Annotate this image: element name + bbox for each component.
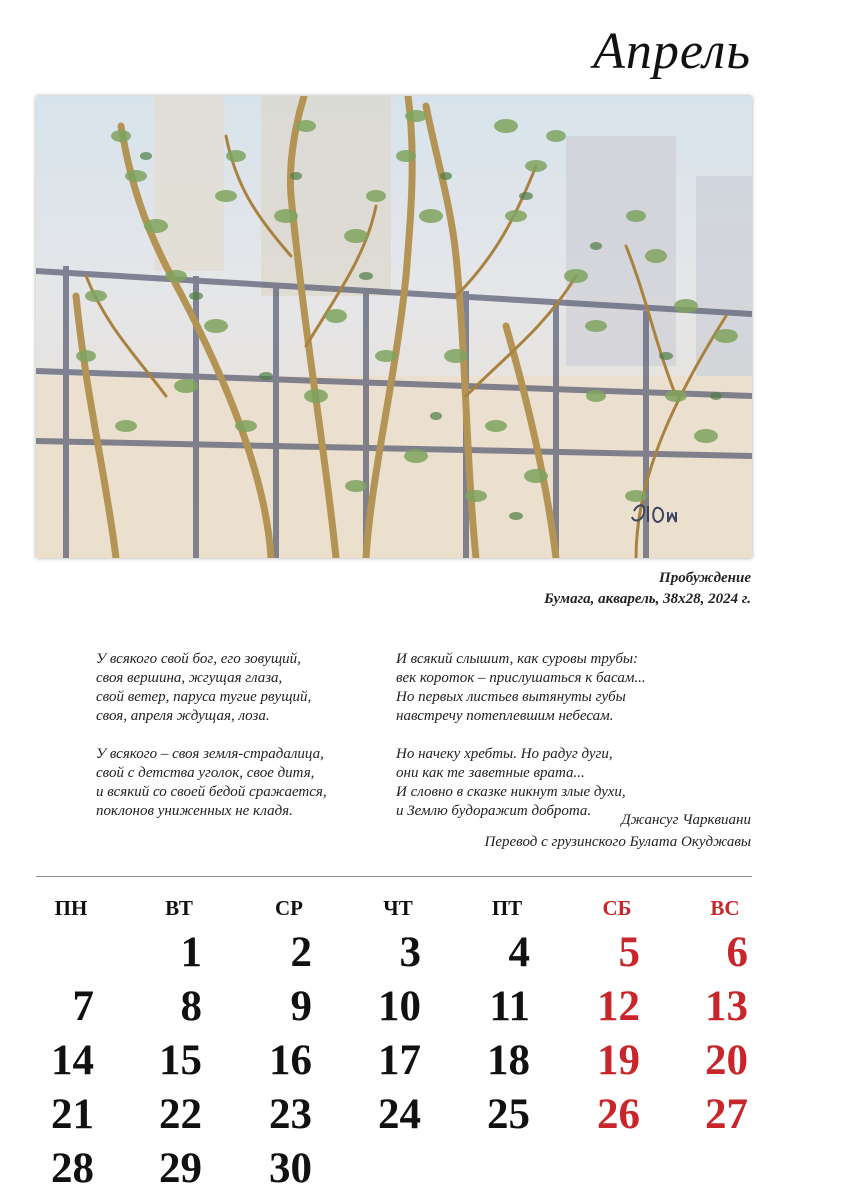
calendar-day: 22 xyxy=(159,1091,202,1138)
calendar-day: 4 xyxy=(508,929,530,976)
artwork-image xyxy=(36,96,752,558)
calendar-day: 3 xyxy=(399,929,421,976)
weekday-header: СР xyxy=(275,896,303,920)
section-divider xyxy=(36,876,752,877)
calendar-day: 10 xyxy=(378,983,421,1030)
poem-left-column xyxy=(96,650,327,840)
calendar-day: 7 xyxy=(72,983,94,1030)
poem-translator: Перевод с грузинского Булата Окуджавы xyxy=(484,834,751,850)
calendar-day: 17 xyxy=(378,1037,421,1084)
weekday-header: ВС xyxy=(710,896,740,920)
calendar-day: 24 xyxy=(378,1091,421,1138)
artwork-caption xyxy=(544,568,751,610)
calendar-day: 23 xyxy=(269,1091,312,1138)
calendar-day: 18 xyxy=(487,1037,530,1084)
calendar-day: 25 xyxy=(487,1091,530,1138)
calendar-day: 26 xyxy=(597,1091,640,1138)
poem-line: Но начеку хребты. Но радуг дуги, xyxy=(396,746,613,762)
month-title: Апрель xyxy=(593,23,751,80)
poem-line: они как те заветные врата... xyxy=(396,765,585,781)
weekday-header: ВТ xyxy=(165,896,193,920)
poem-author: Джансуг Чарквиани xyxy=(621,812,751,828)
weekday-header: СБ xyxy=(602,896,632,920)
poem-line: навстречу потеплевшим небесам. xyxy=(396,708,614,724)
poem-line: и Землю будоражит доброта. xyxy=(396,803,592,819)
poem-line: У всякого – своя земля-страдалица, xyxy=(96,746,324,762)
weekday-header: ПН xyxy=(54,896,88,920)
calendar-day: 5 xyxy=(618,929,640,976)
artwork-details: Бумага, акварель, 38х28, 2024 г. xyxy=(544,591,751,607)
calendar-day: 16 xyxy=(269,1037,312,1084)
weekday-header: ПТ xyxy=(491,896,523,920)
calendar-day: 12 xyxy=(597,983,640,1030)
calendar-day: 29 xyxy=(159,1145,202,1192)
poem-line: свой с детства уголок, свое дитя, xyxy=(96,765,315,781)
poem-line: И всякий слышит, как суровы трубы: xyxy=(396,651,639,667)
calendar-day: 15 xyxy=(159,1037,202,1084)
calendar-day: 19 xyxy=(597,1037,640,1084)
poem-line: Но первых листьев вытянуты губы xyxy=(396,689,626,705)
calendar-day: 9 xyxy=(290,983,312,1030)
poem-line: У всякого свой бог, его зовущий, xyxy=(96,651,301,667)
poem-stanza xyxy=(96,745,327,821)
poem-line: поклонов униженных не кладя. xyxy=(96,803,293,819)
poem-line: своя вершина, жгущая глаза, xyxy=(96,670,283,686)
poem-stanza xyxy=(396,650,646,726)
calendar-day: 27 xyxy=(705,1091,748,1138)
calendar-day: 6 xyxy=(726,929,748,976)
poem-line: своя, апреля ждущая, лоза. xyxy=(96,708,270,724)
calendar-day: 14 xyxy=(51,1037,94,1084)
calendar-day: 30 xyxy=(269,1145,312,1192)
artwork-title: Пробуждение xyxy=(659,570,751,586)
calendar-day: 8 xyxy=(180,983,202,1030)
weekday-header: ЧТ xyxy=(383,896,413,920)
poem-line: и всякий со своей бедой сражается, xyxy=(96,784,327,800)
poem-line: И словно в сказке никнут злые духи, xyxy=(396,784,626,800)
calendar-day: 20 xyxy=(705,1037,748,1084)
calendar-day: 21 xyxy=(51,1091,94,1138)
poem-line: век короток – прислушаться к басам... xyxy=(396,670,646,686)
poem-line: свой ветер, паруса тугие рвущий, xyxy=(96,689,312,705)
poem-stanza xyxy=(396,745,646,821)
calendar-day: 28 xyxy=(51,1145,94,1192)
calendar-day: 1 xyxy=(180,929,202,976)
poem-right-column xyxy=(396,650,646,840)
calendar-day: 11 xyxy=(489,983,530,1030)
calendar-day: 2 xyxy=(290,929,312,976)
calendar-day: 13 xyxy=(705,983,748,1030)
poem-stanza xyxy=(96,650,327,726)
